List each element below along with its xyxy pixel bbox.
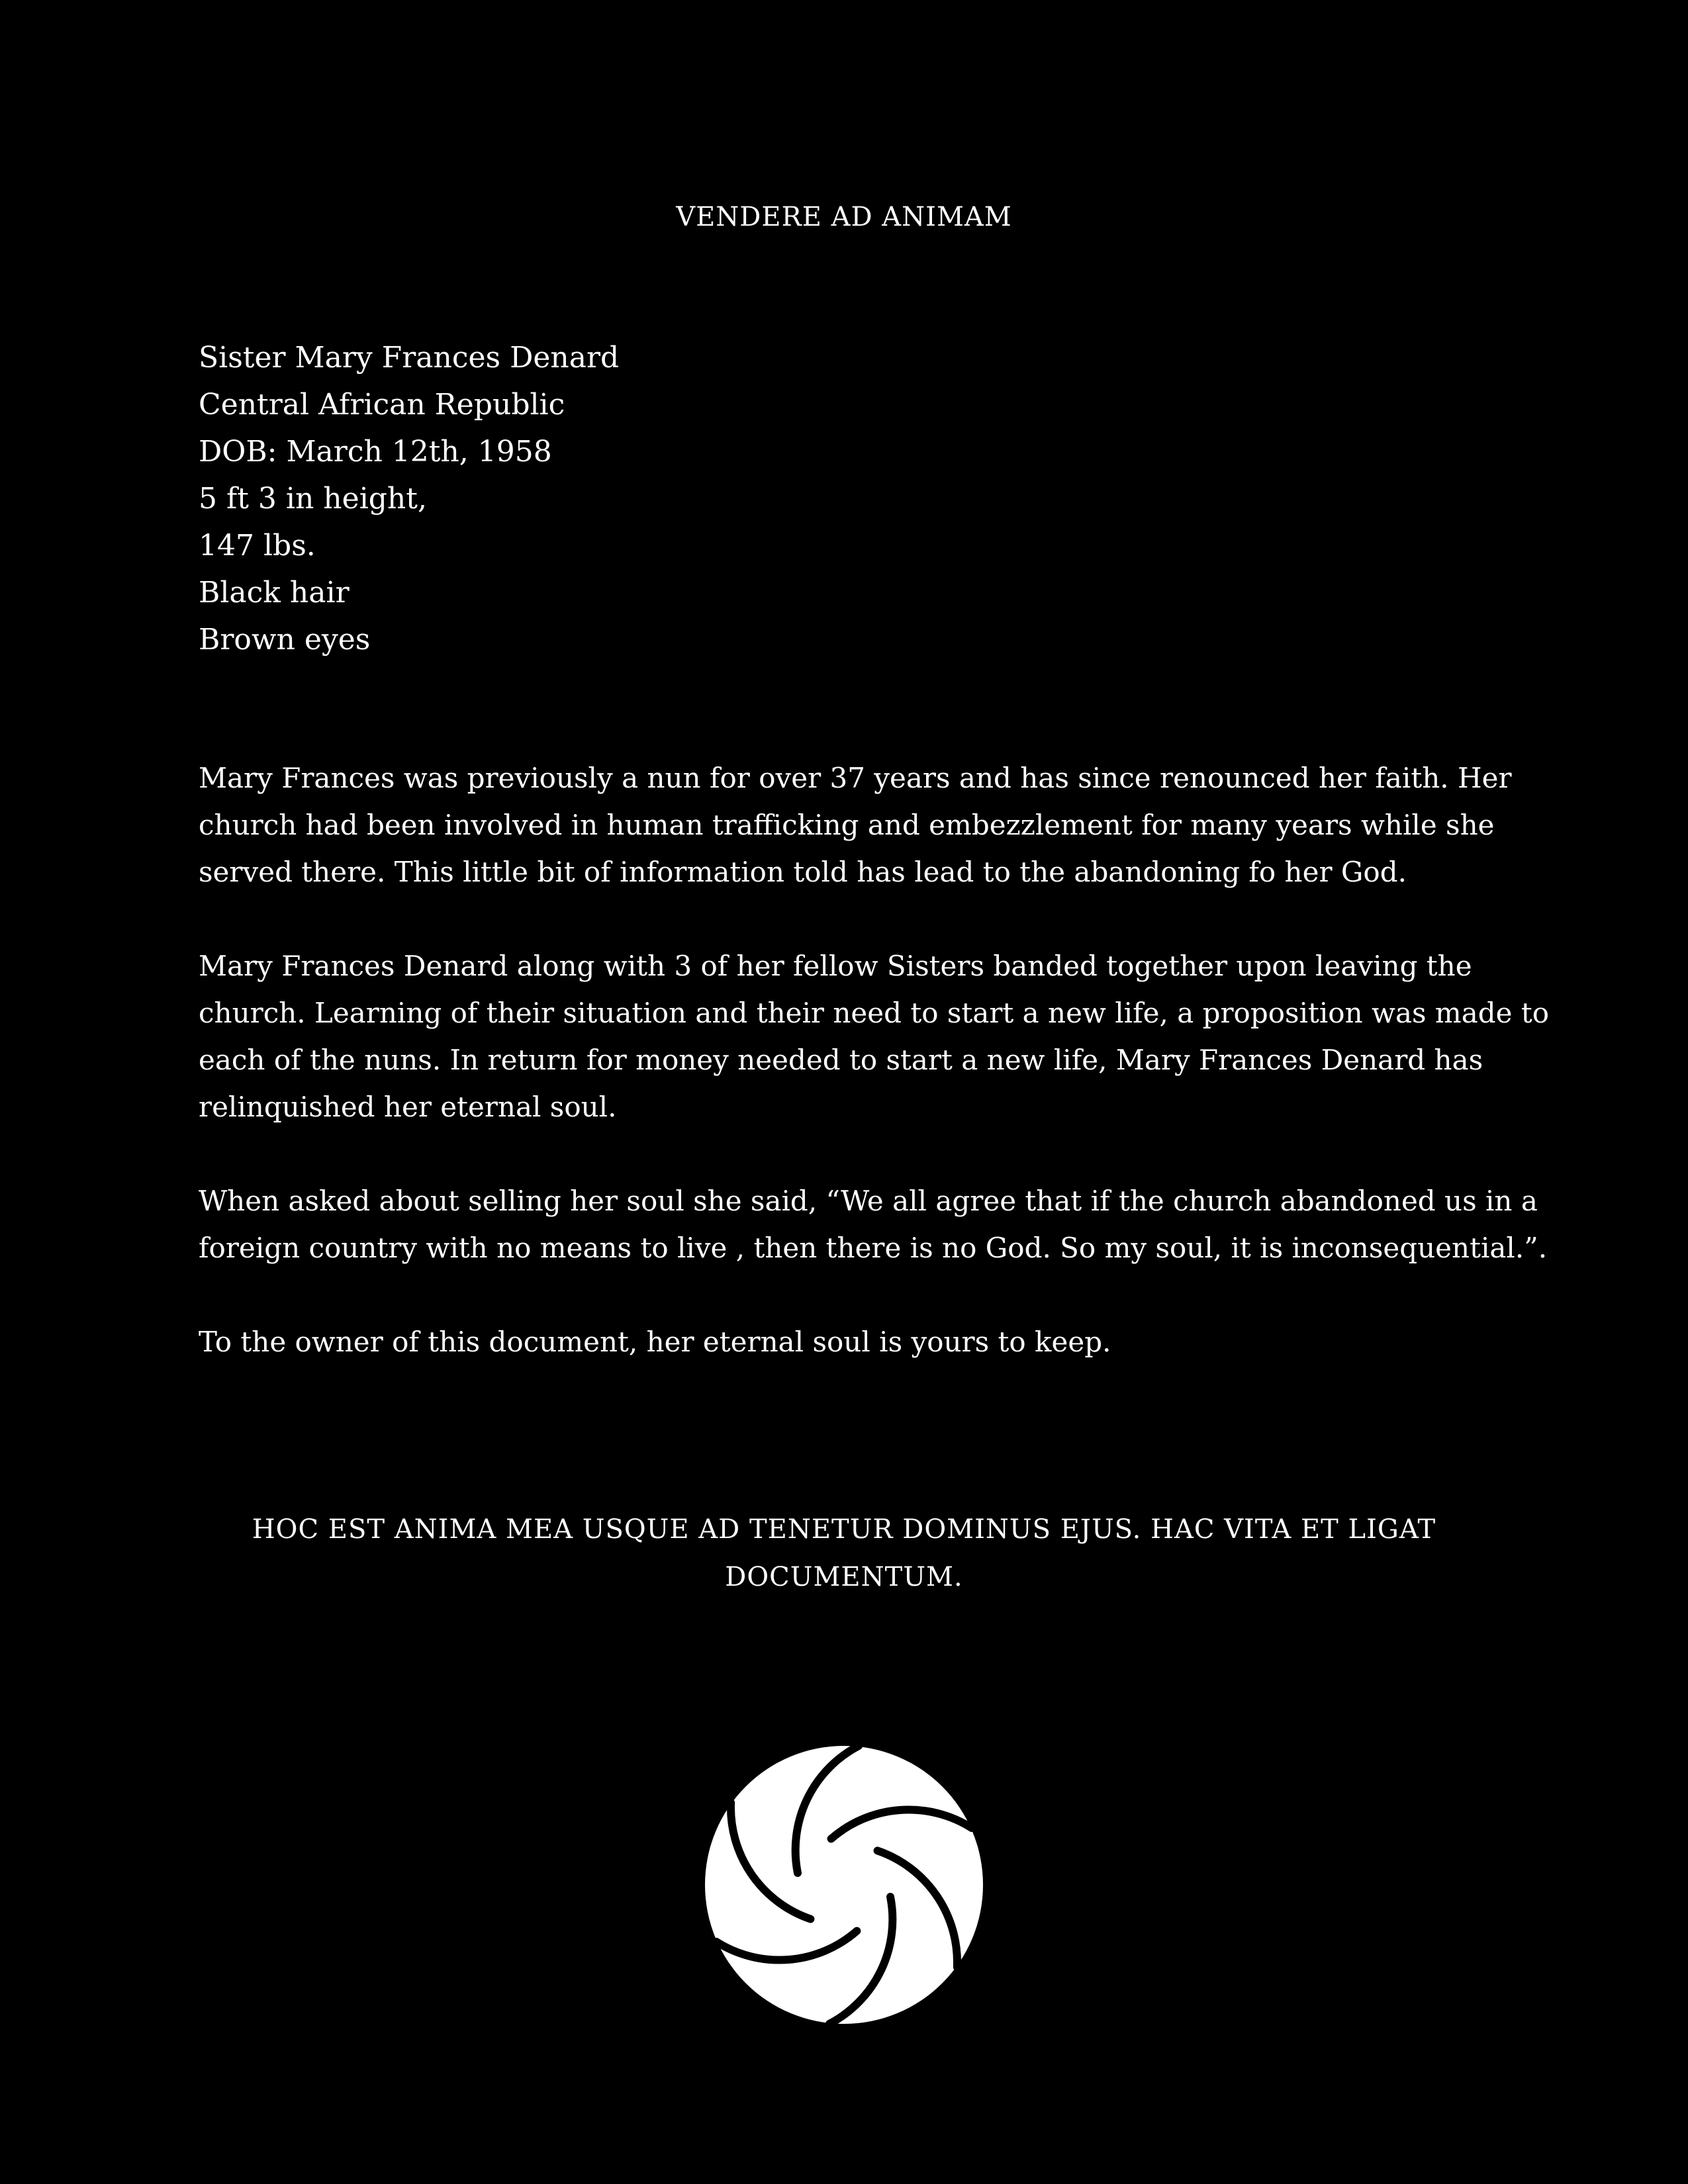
paragraph-proposition (199, 942, 1550, 1130)
paragraph-line: each of the nuns. In return for money needed to start a new life, Mary Frances Denard has (199, 1044, 1483, 1076)
subject-hair: Black hair (199, 576, 350, 610)
paragraph-background (199, 754, 1512, 895)
subject-height: 5 ft 3 in height, (199, 482, 427, 516)
paragraph-line: church had been involved in human trafficking and embezzlement for many years while she (199, 809, 1495, 841)
paragraph-line: Mary Frances Denard along with 3 of her fellow Sisters banded together upon leaving the (199, 950, 1472, 982)
paragraph-line: To the owner of this document, her eternal soul is yours to keep. (199, 1326, 1111, 1358)
subject-eyes: Brown eyes (199, 623, 371, 657)
paragraph-closing (199, 1318, 1489, 1365)
subject-dob: DOB: March 12th, 1958 (199, 435, 552, 469)
paragraph-line: foreign country with no means to live , then there is no God. So my soul, it is inconsequential.”. (199, 1232, 1548, 1264)
subject-name: Sister Mary Frances Denard (199, 341, 620, 375)
paragraph-line: Mary Frances was previously a nun for over 37 years and has since renounced her faith. Her (199, 762, 1512, 794)
paragraph-line: relinquished her eternal soul. (199, 1091, 617, 1123)
subject-country: Central African Republic (199, 388, 565, 422)
paragraph-line: church. Learning of their situation and their need to start a new life, a proposition was made to (199, 997, 1550, 1029)
subject-weight: 147 lbs. (199, 529, 316, 563)
latin-seal-text (199, 1506, 1489, 1601)
paragraph-line: When asked about selling her soul she said, “We all agree that if the church abandoned us in a (199, 1185, 1538, 1217)
seal-line: DOCUMENTUM. (725, 1562, 963, 1592)
paragraph-line: served there. This little bit of information told has lead to the abandoning fo her God. (199, 856, 1407, 888)
document-body (199, 754, 1550, 1412)
document-title: VENDERE AD ANIMAM (676, 202, 1012, 232)
paragraph-quote (199, 1177, 1548, 1271)
aperture-icon (704, 1745, 984, 2025)
seal-line: HOC EST ANIMA MEA USQUE AD TENETUR DOMINUS EJUS. HAC VITA ET LIGAT (252, 1514, 1436, 1545)
subject-details (199, 334, 1125, 663)
